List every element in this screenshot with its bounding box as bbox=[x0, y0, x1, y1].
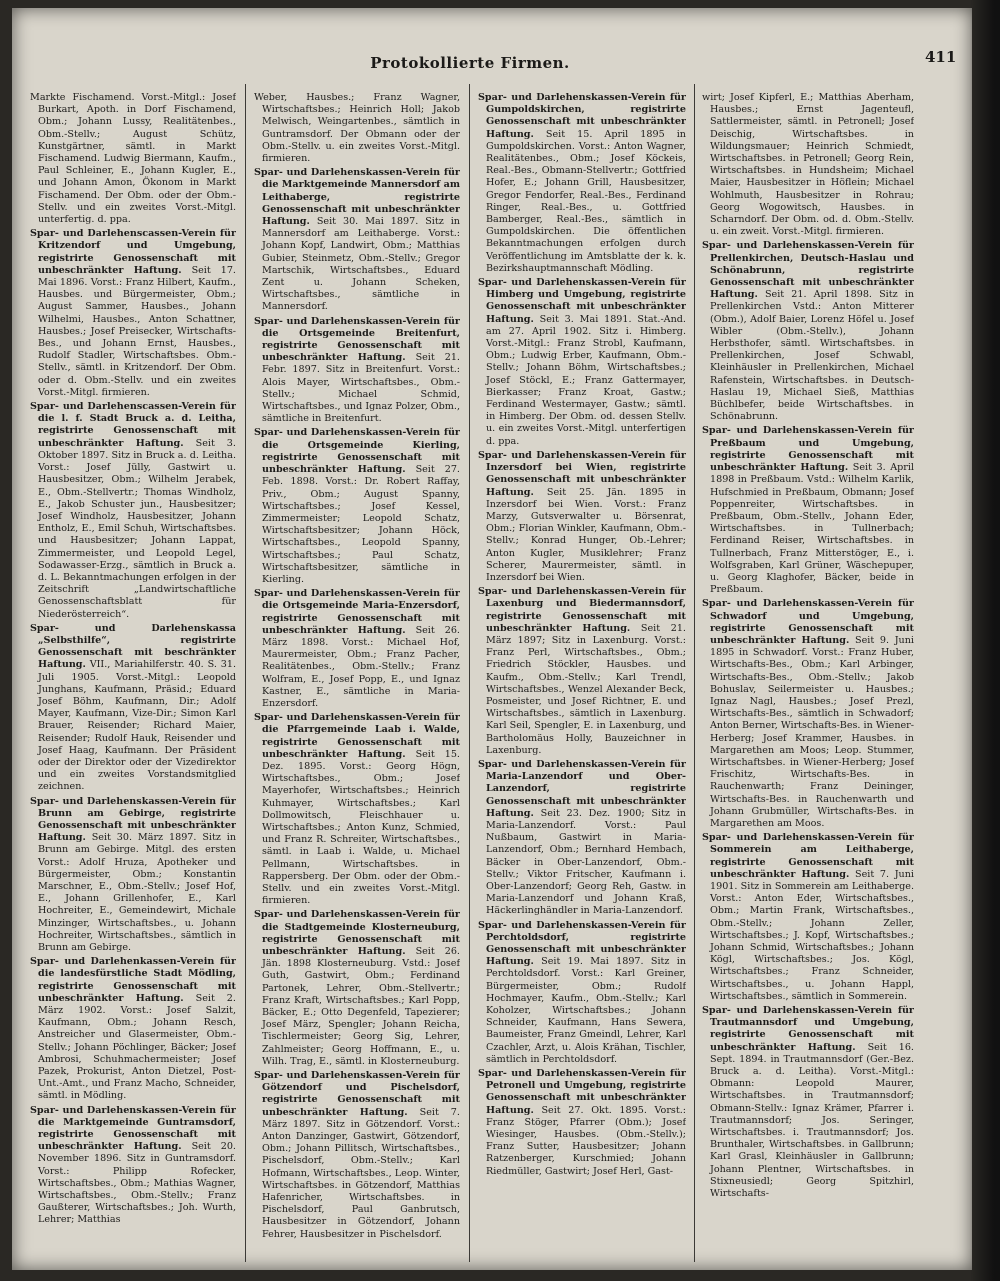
entry-body: Seit 27. Feb. 1898. Vorst.: Dr. Robert Raffay, Priv., Obm.; August Spanny, Wirtschaftsbes.; Josef Kessel, Zimmermeister; Leopold Schatz, Wirtschaftsbesitzer; Johann Höck, Wirtschaftsbes., Leopold Spanny, Wirtschaftsbes.; Paul Schatz, Wirtschaftsbesitzer, sämtliche in Kierling. bbox=[262, 464, 460, 585]
column-rule bbox=[694, 84, 695, 1262]
entry-heading: Spar- und Darlehenscassen-Verein für Kritzendorf und Umgebung, registrirte Genossenschaft mit unbeschränkter Haftung. bbox=[30, 228, 236, 276]
text-column-2 bbox=[254, 92, 460, 1262]
entry-heading: Spar- und Darlehenskassen-Verein für die Pfarrgemeinde Laab i. Walde, registrirte Genossenschaft mit unbeschränkter Haftung. bbox=[254, 712, 460, 760]
register-entry bbox=[478, 586, 686, 757]
register-entry bbox=[702, 240, 914, 423]
register-entry bbox=[30, 623, 236, 794]
entry-heading: Spar- und Darlehenkassen-Verein für die landesfürstliche Stadt Mödling, registrirte Genossenschaft mit unbeschränkter Haftung. bbox=[30, 956, 236, 1004]
register-entry bbox=[702, 598, 914, 830]
register-entry bbox=[254, 712, 460, 907]
entry-heading: Spar- und Darlehenskassen-Verein für Götzendorf und Pischelsdorf, registrirte Genossenschaft mit unbeschränkter Haftung. bbox=[254, 1070, 460, 1118]
entry-body: Seit 3. Mai 1891. Stat.-And. am 27. April 1902. Sitz i. Himberg. Vorst.-Mitgl.: Franz Strobl, Kaufmann, Obm.; Ludwig Erber, Kaufmann, Obm.-Stellv.; Johann Böhm, Wirtschaftsbes.; Josef Stöckl, E.; Franz Gattermayer, Bierkasser; Franz Kroat, Gastw.; Ferdinand Westermayer, Gastw.; sämtl. in Himberg. Der Obm. od. dessen Stellv. u. ein zweites Vorst.-Mitgl. unterfertigen d. ppa. bbox=[486, 313, 686, 447]
register-entry bbox=[478, 92, 686, 275]
register-entry bbox=[254, 427, 460, 586]
page-number: 411 bbox=[925, 48, 957, 66]
entry-body: Seit 3. April 1898 in Preßbaum. Vstd.: Wilhelm Karlik, Hufschmied in Preßbaum, Obmann; Josef Poppenreiter, Wirtschaftsbes. in Preßbaum, Obm.-Stellv., Johann Eder, Wirtschaftsbes. in Tullnerbach; Ferdinand Reiser, Wirtschaftsbes. in Tullnerbach, Franz Mitterstöger, E., i. Wolfsgraben, Karl Grüner, Wäschepuper, u. Georg Klaghofer, Bäcker, beide in Preßbaum. bbox=[710, 462, 914, 596]
entry-body: Seit 15. Dez. 1895. Vorst.: Georg Högn, Wirtschaftsbes., Obm.; Josef Mayerhofer, Wirtschaftsbes.; Heinrich Kuhmayer, Wirtschaftsbes.; Karl Dollmowitsch, Fleischhauer u. Wirtschaftsbes.; Anton Kunz, Schmied, und Franz R. Schreiter, Wirtschaftsbes., sämtl. in Laab i. Walde, u. Michael Pellmann, Wirtschaftsbes. in Rappersberg. Der Obm. oder der Obm.-Stellv. und ein zweites Vorst.-Mitgl. firmieren. bbox=[262, 748, 460, 907]
text-column-3 bbox=[478, 92, 686, 1262]
entry-heading: Spar- und Darlehenskassen-Verein für Gumpoldskirchen, registrirte Genossenschaft mit unbeschränkter Haftung. bbox=[478, 92, 686, 140]
entry-heading: Spar- und Darlehenskassen-Verein für die Marktgemeinde Guntramsdorf, registrirte Genossenschaft mit unbeschränkter Haftung. bbox=[30, 1104, 236, 1153]
entry-body: Seit 21. März 1897; Sitz in Laxenburg. Vorst.: Franz Perl, Wirtschaftsbes., Obm.; Friedrich Stöckler, Hausbes. und Kaufm., Obm.-Stellv.; Karl Trendl, Wirtschaftsbes., Wenzel Alexander Beck, Posmeister, und Josef Richtner, E. und Wirtschaftsbes., sämtlich in Laxenburg. Karl Seil, Spengler, E. in Laxenburg, und Bartholomäus Holly, Bauzeichner in Laxenburg. bbox=[486, 622, 686, 756]
register-entry bbox=[30, 92, 236, 226]
entry-body: VII., Mariahilferstr. 40. S. 31. Juli 1905. Vorst.-Mitgl.: Leopold Junghans, Kaufmann, Präsid.; Eduard Josef Böhm, Kaufmann, Dir.; Adolf Mayer, Kaufmann, Vize-Dir.; Simon Karl Brauer, Reisender; Richard Maier, Reisender; Rudolf Hauk, Reisender und Josef Haag, Kaufmann. Der Präsident oder der Direktor oder der Vizedirektor und ein zweites Vorstandsmitglied zeichnen. bbox=[38, 659, 236, 793]
entry-body: Seit 21. April 1898. Sitz in Prellenkirchen Vstd.: Anton Mitterer (Obm.), Adolf Baier, Lorenz Höfel u. Josef Wibler (Obm.-Stellv.), Johann Herbsthofer, sämtl. Wirtschaftsbes. in Prellenkirchen, Josef Schwabl, Kleinhäusler in Prellenkirchen, Michael Rafenstein, Wirtschaftsbes. in Deutsch-Haslau 19, Michael Sieß, Matthias Büchlbefer, beide Wirtschaftsbes. in Schönabrunn. bbox=[710, 289, 914, 423]
entry-heading: Spar- und Darlehenskassen-Verein für Petronell und Umgebung, registrirte Genossenschaft mit unbeschränkter Haftung. bbox=[478, 1068, 686, 1116]
register-entry bbox=[254, 588, 460, 710]
register-entry bbox=[478, 277, 686, 448]
register-entry bbox=[478, 450, 686, 584]
entry-heading: Spar- und Darlehenskassen-Verein für die Ortsgemeinde Kierling, registrirte Genossenschaft mit unbeschränkter Haftung. bbox=[254, 427, 460, 476]
entry-body: Seit 25. Jän. 1895 in Inzersdorf bei Wien. Vorst.: Franz Marzy, Gutsverwalter u. Börsenrat, Obm.; Florian Winkler, Kaufmann, Obm.-Stellv.; Konrad Hunger, Ob.-Lehrer; Anton Kugler, Musiklehrer; Franz Scherer, Maurermeister, sämtl. in Inzersdorf bei Wien. bbox=[486, 486, 686, 583]
entry-body: Seit 7. Juni 1901. Sitz in Sommerein am Leithaberge. Vorst.: Anton Eder, Wirtschaftsbes., Obm.; Martin Frank, Wirtschaftsbes., Obm.-Stellv.; Johann Zeller, Wirtschaftsbes.; J. Kopf, Wirtschaftsbes.; Johann Schmid, Wirtschaftsbes.; Johann Kögl, Wirtschaftsbes.; Jos. Kögl, Wirtschaftsbes.; Franz Schneider, Wirtschaftsbes., u. Johann Happl, Wirtschaftsbes., sämtlich in Sommerein. bbox=[710, 868, 914, 1002]
entry-heading: Spar- und Darlehenskassen-Verein für Perchtoldsdorf, registrirte Genossenschaft mit unbeschränkter Haftung. bbox=[478, 919, 686, 968]
register-entry bbox=[254, 316, 460, 426]
entry-heading: Spar- und Darlehenskassen-Verein für Sommerein am Leithaberge, registrirte Genossenschaft mit unbeschränkter Haftung. bbox=[702, 832, 914, 880]
running-head: Protokollierte Firmen. bbox=[370, 54, 570, 72]
entry-heading: Spar- und Darlehenskassa „Selbsthilfe“, registrirte Genossenschaft mit beschränkter Haftung. bbox=[30, 622, 236, 671]
entry-body: Seit 23. Dez. 1900; Sitz in Maria-Lanzendorf. Vorst.: Paul Nußbaum, Gastwirt in Maria-Lanzendorf, Obm.; Bernhard Hembach, Bäcker in Ober-Lanzendorf, Obm.-Stellv.; Viktor Fritscher, Kaufmann i. Ober-Lanzendorf; Georg Reh, Gastw. in Maria-Lanzendorf und Johann Kraß, Häckerlinghändler in Maria-Lanzendorf. bbox=[486, 807, 686, 917]
entry-body: Seit 26. März 1898. Vorst.: Michael Hof, Maurermeister, Obm.; Franz Pacher, Realitätenbes., Obm.-Stellv.; Franz Wolfram, E., Josef Popp, E., und Ignaz Kastner, E., sämtliche in Maria-Enzersdorf. bbox=[262, 624, 460, 709]
register-entry bbox=[30, 796, 236, 955]
entry-heading: Spar- und Darlehenskassen-Verein für die Ortsgemeinde Breitenfurt, registrirte Genossenschaft mit unbeschränkter Haftung. bbox=[254, 315, 460, 364]
entry-body: Seit 26. Jän. 1898 Klosterneuburg. Vstd.: Josef Guth, Gastwirt, Obm.; Ferdinand Partonek, Lehrer, Obm.-Stellvertr.; Franz Kraft, Wirtschaftsbes.; Karl Popp, Bäcker, E.; Otto Degenfeld, Tapezierer; Josef März, Spengler; Johann Reicha, Tischlermeister; Georg Sig, Lehrer, Zahlmeister; Georg Hoffmann, E., u. Wilh. Trag, E., sämtl. in Klosterneuburg. bbox=[262, 946, 460, 1067]
entry-body: Seit 20. November 1896. Sitz in Guntramsdorf. Vorst.: Philipp Rofecker, Wirtschaftsbes., Obm.; Mathias Wagner, Wirtschaftsbes., Obm.-Stellv.; Franz Gaußterer, Wirtschaftsbes.; Joh. Wurth, Lehrer; Matthias bbox=[38, 1141, 236, 1226]
column-rule bbox=[245, 84, 246, 1262]
entry-heading: Spar- und Darlehenskassen-Verein für Himberg und Umgebung, registrirte Genossenschaft mit unbeschränkter Haftung. bbox=[478, 277, 686, 325]
register-entry bbox=[702, 92, 914, 238]
entry-heading: Spar- und Darlehenscassen-Verein für die l. f. Stadt Bruck a. d. Leitha, registrirte Genossenschaft mit unbeschränkter Haftung. bbox=[30, 401, 236, 449]
entry-body: Seit 30. März 1897. Sitz in Brunn am Gebirge. Mitgl. des ersten Vorst.: Adolf Hruza, Apotheker und Bürgermeister, Obm.; Konstantin Marschner, E., Obm.-Stellv.; Josef Hof, E., Johann Grillenhofer, E., Karl Hochreiter, E., Gemeindewirt, Michale Minzinger, Wirtschaftsbes., u. Johann Hochreiter, Wirtschaftsbes., sämtlich in Brunn am Gebirge. bbox=[38, 832, 236, 954]
register-entry bbox=[254, 167, 460, 313]
register-entry bbox=[702, 425, 914, 596]
register-entry bbox=[30, 956, 236, 1102]
entry-heading: Spar- und Darlehenskassen-Verein für Brunn am Gebirge, registrirte Genossenschaft mit unbeschränkter Haftung. bbox=[30, 795, 236, 844]
entry-heading: Spar- und Darlehenskassen-Verein für Prellenkirchen, Deutsch-Haslau und Schönabrunn, registrirte Genossenschaft mit unbeschränkter Haftung. bbox=[702, 240, 914, 301]
entry-heading: Spar- und Darlehenskassen-Verein für Schwadorf und Umgebung, registrirte Genossenschaft mit unbeschränkter Haftung. bbox=[702, 598, 914, 646]
entry-heading: Spar- und Darlehenskassen-Verein für die Marktgemeinde Mannersdorf am Leithaberge, registrirte Genossenschaft mit unbeschränkter Haftung. bbox=[254, 167, 460, 228]
entry-body: Seit 2. März 1902. Vorst.: Josef Salzit, Kaufmann, Obm.; Johann Resch, Anstreicher und Glasermeister, Obm.-Stellv.; Johann Pöchlinger, Bäcker; Josef Ambrosi, Schuhmachermeister; Josef Pazek, Prokurist, Anton Dietzel, Post-Unt.-Amt., und Franz Macho, Schneider, sämtl. in Mödling. bbox=[38, 992, 236, 1102]
column-rule bbox=[469, 84, 470, 1262]
register-entry bbox=[30, 401, 236, 621]
entry-body: Weber, Hausbes.; Franz Wagner, Wirtschaftsbes.; Heinrich Holl; Jakob Melwisch, Weingartenbes., sämtlich in Guntramsdorf. Der Obmann oder der Obm.-Stellv. u. ein zweites Vorst.-Mitgl. firmieren. bbox=[254, 92, 460, 165]
entry-body: Seit 30. Mai 1897. Sitz in Mannersdorf am Leithaberge. Vorst.: Johann Kopf, Landwirt, Obm.; Matthias Gubier, Steinmetz, Obm.-Stellv.; Gregor Martschik, Wirtschaftsbes., Eduard Zent u. Johann Scheken, Wirtschaftsbes., sämtliche in Mannersdorf. bbox=[262, 216, 460, 313]
entry-body: wirt; Josef Kipferl, E.; Matthias Aberham, Hausbes.; Ernst Jagenteufl, Sattlermeister, sämtl. in Petronell; Josef Deischig, Wirtschaftsbes. in Wildungsmauer; Heinrich Schmiedt, Wirtschaftsbes. in Petronell; Georg Rein, Wirtschaftsbes. in Hundsheim; Michael Maier, Hausbesitzer in Höflein; Michael Wohlmuth, Hausbesitzer in Rohrau; Georg Wogowitsch, Hausbes. in Scharndorf. Der Obm. od. d. Obm.-Stellv. u. ein zweit. Vorst.-Mitgl. firmieren. bbox=[702, 92, 914, 238]
page-edge-shadow bbox=[970, 0, 1000, 1281]
entry-body: Seit 19. Mai 1897. Sitz in Perchtoldsdorf. Vorst.: Karl Greiner, Bürgermeister, Obm.; Rudolf Hochmayer, Kaufm., Obm.-Stellv.; Karl Koholzer, Wirtschaftsbes.; Johann Schneider, Kaufmann, Hans Sewera, Baumeister, Franz Gmeindl, Lehrer, Karl Czachler, Arzt, u. Alois Krähan, Tischler, sämtlich in Perchtoldsdorf. bbox=[486, 956, 686, 1065]
register-entry bbox=[478, 1068, 686, 1178]
register-entry bbox=[30, 1105, 236, 1227]
entry-heading: Spar- und Darlehenskassen-Verein für Laxenburg und Biedermannsdorf, registrirte Genossenschaft mit unbeschränkter Haftung. bbox=[478, 586, 686, 634]
register-entry bbox=[30, 228, 236, 399]
register-entry bbox=[254, 92, 460, 165]
entry-heading: Spar- und Darlehenskassen-Verein für Maria-Lanzendorf und Ober-Lanzendorf, registrirte Genossenschaft mit unbeschränkter Haftung. bbox=[478, 758, 686, 819]
entry-body: Seit 17. Mai 1896. Vorst.: Franz Hilbert, Kaufm., Hausbes. und Bürgermeister, Obm.; August Sammer, Hausbes., Johann Wilhelmi, Hausbes., Anton Schattner, Hausbes.; Josef Preisecker, Wirtschafts-Bes., und Johann Ernst, Hausbes., Rudolf Stadler, Wirtschaftsbes. Obm.-Stellv., sämtl. in Kritzendorf. Der Obm. oder d. Obm.-Stellv. und ein zweites Vorst.-Mitgl. firmieren. bbox=[38, 264, 236, 398]
entry-heading: Spar- und Darlehenskassen-Verein für die Ortsgemeinde Maria-Enzersdorf, registrirte Genossenschaft mit unbeschränkter Haftung. bbox=[254, 588, 460, 636]
entry-heading: Spar- und Darlehenskassen-Verein für Trautmannsdorf und Umgebung, registrirte Genossenschaft mit unbeschränkter Haftung. bbox=[702, 1005, 914, 1053]
entry-body: Seit 27. Okt. 1895. Vorst.: Franz Stöger, Pfarrer (Obm.); Josef Wiesinger, Hausbes. (Obm.-Stellv.); Franz Sutter, Hausbesitzer; Johann Ratzenberger, Kurschmied; Johann Riedmüller, Gastwirt; Josef Herl, Gast- bbox=[486, 1104, 686, 1177]
register-entry bbox=[254, 1070, 460, 1241]
register-entry bbox=[478, 920, 686, 1066]
entry-body: Seit 3. Oktober 1897. Sitz in Bruck a. d. Leitha. Vorst.: Josef Jülly, Gastwirt u. Hausbesitzer, Obm.; Wilhelm Jerabek, E., Obm.-Stellvertr.; Thomas Windholz, E., Jakob Schuster jun., Hausbesitzer; Josef Windholz, Hausbesitzer, Johann Entholz, E., Emil Schuh, Wirtschaftsbes. und Hausbesitzer; Johann Lappat, Zimmermeister, und Leopold Legel, Sodawasser-Erzg., sämtlich in Bruck a. d. L. Bekanntmachungen erfolgen in der Zeitschrift „Landwirtschaftliche Genossenschaftsblatt für Niederösterreich“. bbox=[38, 437, 236, 620]
entry-body: Markte Fischamend. Vorst.-Mitgl.: Josef Burkart, Apoth. in Dorf Fischamend, Obm.; Johann Lussy, Realitätenbes., Obm.-Stellv.; August Schütz, Kunstgärtner, sämtl. in Markt Fischamend. Ludwig Biermann, Kaufm., Paul Schleiner, E., Johann Kugler, E., und Johann Amon, Ökonom in Markt Fischamend. Der Obm. oder der Obm.-Stellv. und ein zweites Vorst.-Mitgl. unterfertig. d. ppa. bbox=[30, 92, 236, 226]
entry-heading: Spar- und Darlehenskassen-Verein für Preßbaum und Umgebung, registrirte Genossenschaft mit unbeschränkter Haftung. bbox=[702, 425, 914, 474]
entry-heading: Spar- und Darlehenskassen-Verein für Inzersdorf bei Wien, registrirte Genossenschaft mit unbeschränkter Haftung. bbox=[478, 449, 686, 498]
entry-body: Seit 16. Sept. 1894. in Trautmannsdorf (Ger.-Bez. Bruck a. d. Leitha). Vorst.-Mitgl.: Obmann: Leopold Maurer, Wirtschaftsbes. in Trautmannsdorf; Obmann-Stellv.: Ignaz Krämer, Pfarrer i. Trautmannsdorf; Jos. Seringer, Wirtschaftsbes. i. Trautmannsdorf; Jos. Brunthaler, Wirtschaftsbes. in Gallbrunn; Karl Grasl, Kleinhäusler in Gallbrunn; Johann Plentner, Wirtschaftsbes. in Stixneusiedl; Georg Spitzhirl, Wirtschafts- bbox=[710, 1041, 914, 1200]
register-entry bbox=[478, 759, 686, 918]
entry-heading: Spar- und Darlehenskassen-Verein für die Stadtgemeinde Klosterneuburg, registrirte Genossenschaft mit unbeschränkter Haftung. bbox=[254, 909, 460, 958]
register-entry bbox=[702, 832, 914, 1003]
entry-body: Seit 21. Febr. 1897. Sitz in Breitenfurt. Vorst.: Alois Mayer, Wirtschaftsbes., Obm.-Stellv.; Michael Schmid, Wirtschaftsbes., und Ignaz Polzer, Obm., sämtliche in Breitenfurt. bbox=[262, 352, 460, 425]
register-entry bbox=[254, 909, 460, 1068]
register-entry bbox=[702, 1005, 914, 1200]
entry-body: Seit 9. Juni 1895 in Schwadorf. Vorst.: Franz Huber, Wirtschafts-Bes., Obm.; Karl Arbinger, Wirtschafts-Bes., Obm.-Stellv.; Jakob Bohuslav, Seilermeister u. Hausbes.; Ignaz Nagl, Hausbes.; Josef Prezl, Wirtschafts-Bes., sämtlich in Schwadorf; Anton Berner, Wirtschafts-Bes. in Wiener-Herberg; Josef Krammer, Hausbes. in Margarethen am Moos; Leop. Stummer, Wirtschaftsbes. in Wiener-Herberg; Josef Frischitz, Wirtschafts-Bes. in Rauchenwarth; Franz Deininger, Wirtschafts-Bes. in Rauchenwarth und Johann Grubmüller, Wirtschafts-Bes. in Margarethen am Moos. bbox=[710, 634, 914, 829]
text-column-1 bbox=[30, 92, 236, 1262]
text-column-4 bbox=[702, 92, 914, 1262]
entry-body: Seit 15. April 1895 in Gumpoldskirchen. Vorst.: Anton Wagner, Realitätenbes., Obm.; Josef Köckeis, Real.-Bes., Obmann-Stellvertr.; Gottfried Hofer, E.; Johann Grill, Hausbesitzer, Gregor Fendorfer, Real.-Bes., Ferdinand Ringer, Real.-Bes., u. Gottfried Bamberger, Real.-Bes., sämtlich in Gumpoldskirchen. Die öffentlichen Bekanntmachungen erfolgen durch Veröffentlichung im Amtsblatte der k. k. Bezirkshauptmannschaft Mödling. bbox=[486, 128, 686, 274]
entry-body: Seit 7. März 1897. Sitz in Götzendorf. Vorst.: Anton Danzinger, Gastwirt, Götzendorf, Obm.; Johann Pillitsch, Wirtschaftsbes., Pischelsdorf, Obm.-Stellv.; Karl Hofmann, Wirtschaftsbes., Leop. Winter, Wirtschaftsbes. in Götzendorf, Matthias Hafenricher, Wirtschaftsbes. in Pischelsdorf, Paul Ganbrutsch, Hausbesitzer in Götzendorf, Johann Fehrer, Hausbesitzer in Pischelsdorf. bbox=[262, 1106, 460, 1240]
